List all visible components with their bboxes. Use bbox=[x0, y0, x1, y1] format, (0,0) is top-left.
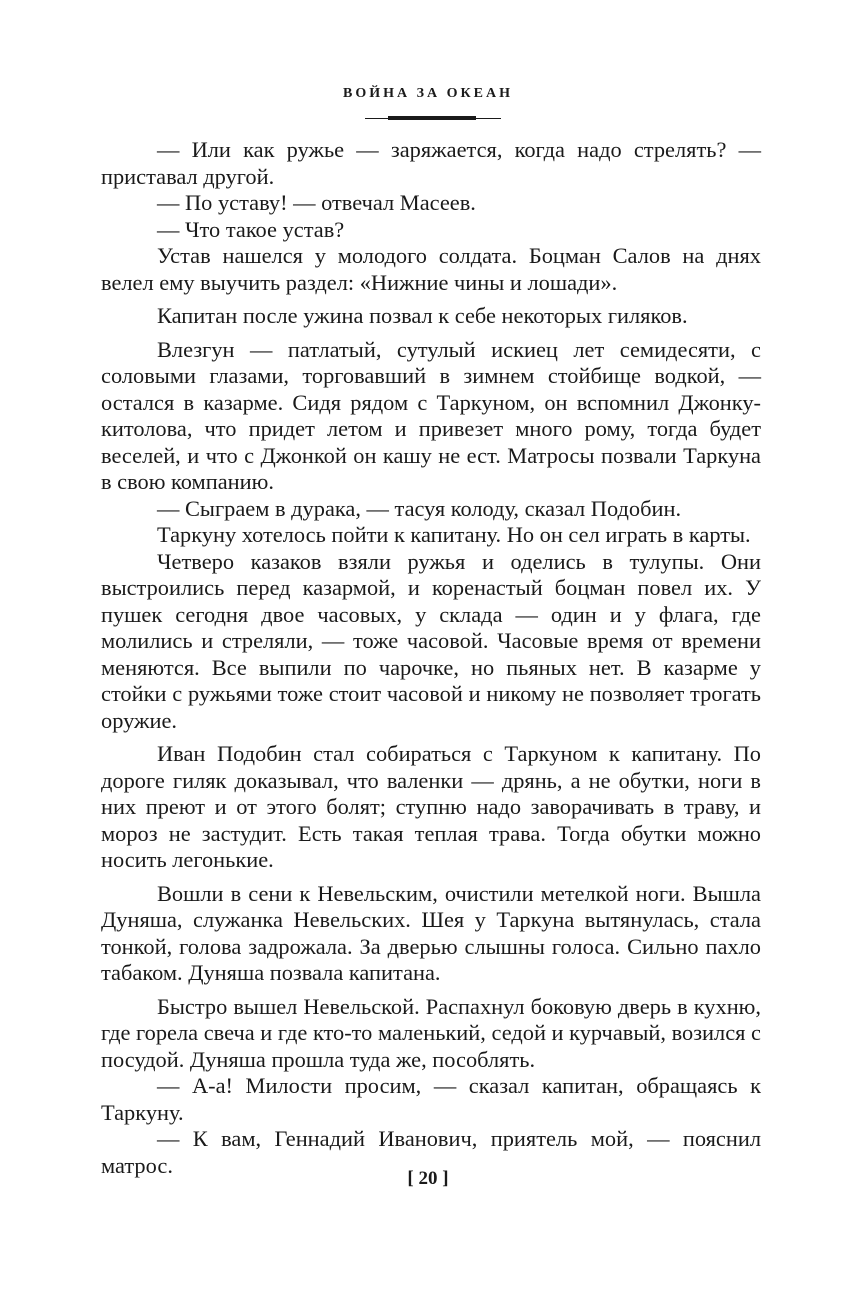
paragraph: Вошли в сени к Невельским, очистили метелкой ноги. Вышла Дуняша, служанка Невельских. Шея у Таркуна вытянулась, стала тонкой, голова задрожала. За дверью слышны голоса. Сильно пахло табаком. Дуняша позвала капитана. bbox=[101, 880, 761, 985]
paragraph: — А-а! Милости просим, — сказал капитан, обращаясь к Таркуну. bbox=[101, 1073, 761, 1125]
paragraph: Капитан после ужина позвал к себе некоторых гиляков. bbox=[157, 303, 688, 328]
paragraph: — Или как ружье — заряжается, когда надо стрелять? — приставал другой. bbox=[101, 137, 761, 189]
paragraph: Четверо казаков взяли ружья и оделись в тулупы. Они выстроились перед казармой, и коренастый боцман повел их. У пушек сегодня двое часовых, у склада — один и у флага, где молились и стреляли, — тоже часовой. Часовые время от времени меняются. Все выпили по чарочке, но пьяных нет. В казарме у стойки с ружьями тоже стоит часовой и никому не позволяет трогать оружие. bbox=[101, 548, 761, 733]
body-text bbox=[101, 137, 761, 1179]
paragraph: Иван Подобин стал собираться с Таркуном к капитану. По дороге гиляк доказывал, что валенки — дрянь, а не обутки, ноги в них преют и от этого болят; ступню надо заворачивать в траву, и мороз не застудит. Есть такая теплая трава. Тогда обутки можно носить легонькие. bbox=[101, 741, 761, 872]
paragraph: — К вам, Геннадий Иванович, приятель мой, — пояснил матрос. bbox=[101, 1126, 761, 1178]
running-header bbox=[0, 84, 856, 102]
header-rule-accent bbox=[388, 116, 476, 120]
paragraph: — Что такое устав? bbox=[157, 216, 345, 242]
book-title: ВОЙНА ЗА ОКЕАН bbox=[343, 86, 513, 101]
page-number: [ 20 ] bbox=[407, 1168, 449, 1189]
paragraph: Таркуну хотелось пойти к капитану. Но он сел играть в карты. bbox=[157, 522, 751, 547]
paragraph: — Сыграем в дурака, — тасуя колоду, сказал Подобин. bbox=[157, 495, 682, 521]
paragraph: Быстро вышел Невельской. Распахнул боковую дверь в кухню, где горела свеча и где кто-то маленький, седой и курчавый, возился с посудой. Дуняша прошла туда же, пособлять. bbox=[101, 993, 761, 1072]
paragraph: — По уставу! — отвечал Масеев. bbox=[157, 190, 476, 215]
paragraph: Устав нашелся у молодого солдата. Боцман Салов на днях велел ему выучить раздел: «Нижние чины и лошади». bbox=[101, 243, 761, 295]
paragraph: Влезгун — патлатый, сутулый искиец лет семидесяти, с соловыми глазами, торговавший в зимнем стойбище водкой, — остался в казарме. Сидя рядом с Таркуном, он вспомнил Джонку-китолова, что придет летом и привезет много рому, тогда будет веселей, и что с Джонкой он кашу не ест. Матросы позвали Таркуна в свою компанию. bbox=[101, 336, 761, 494]
